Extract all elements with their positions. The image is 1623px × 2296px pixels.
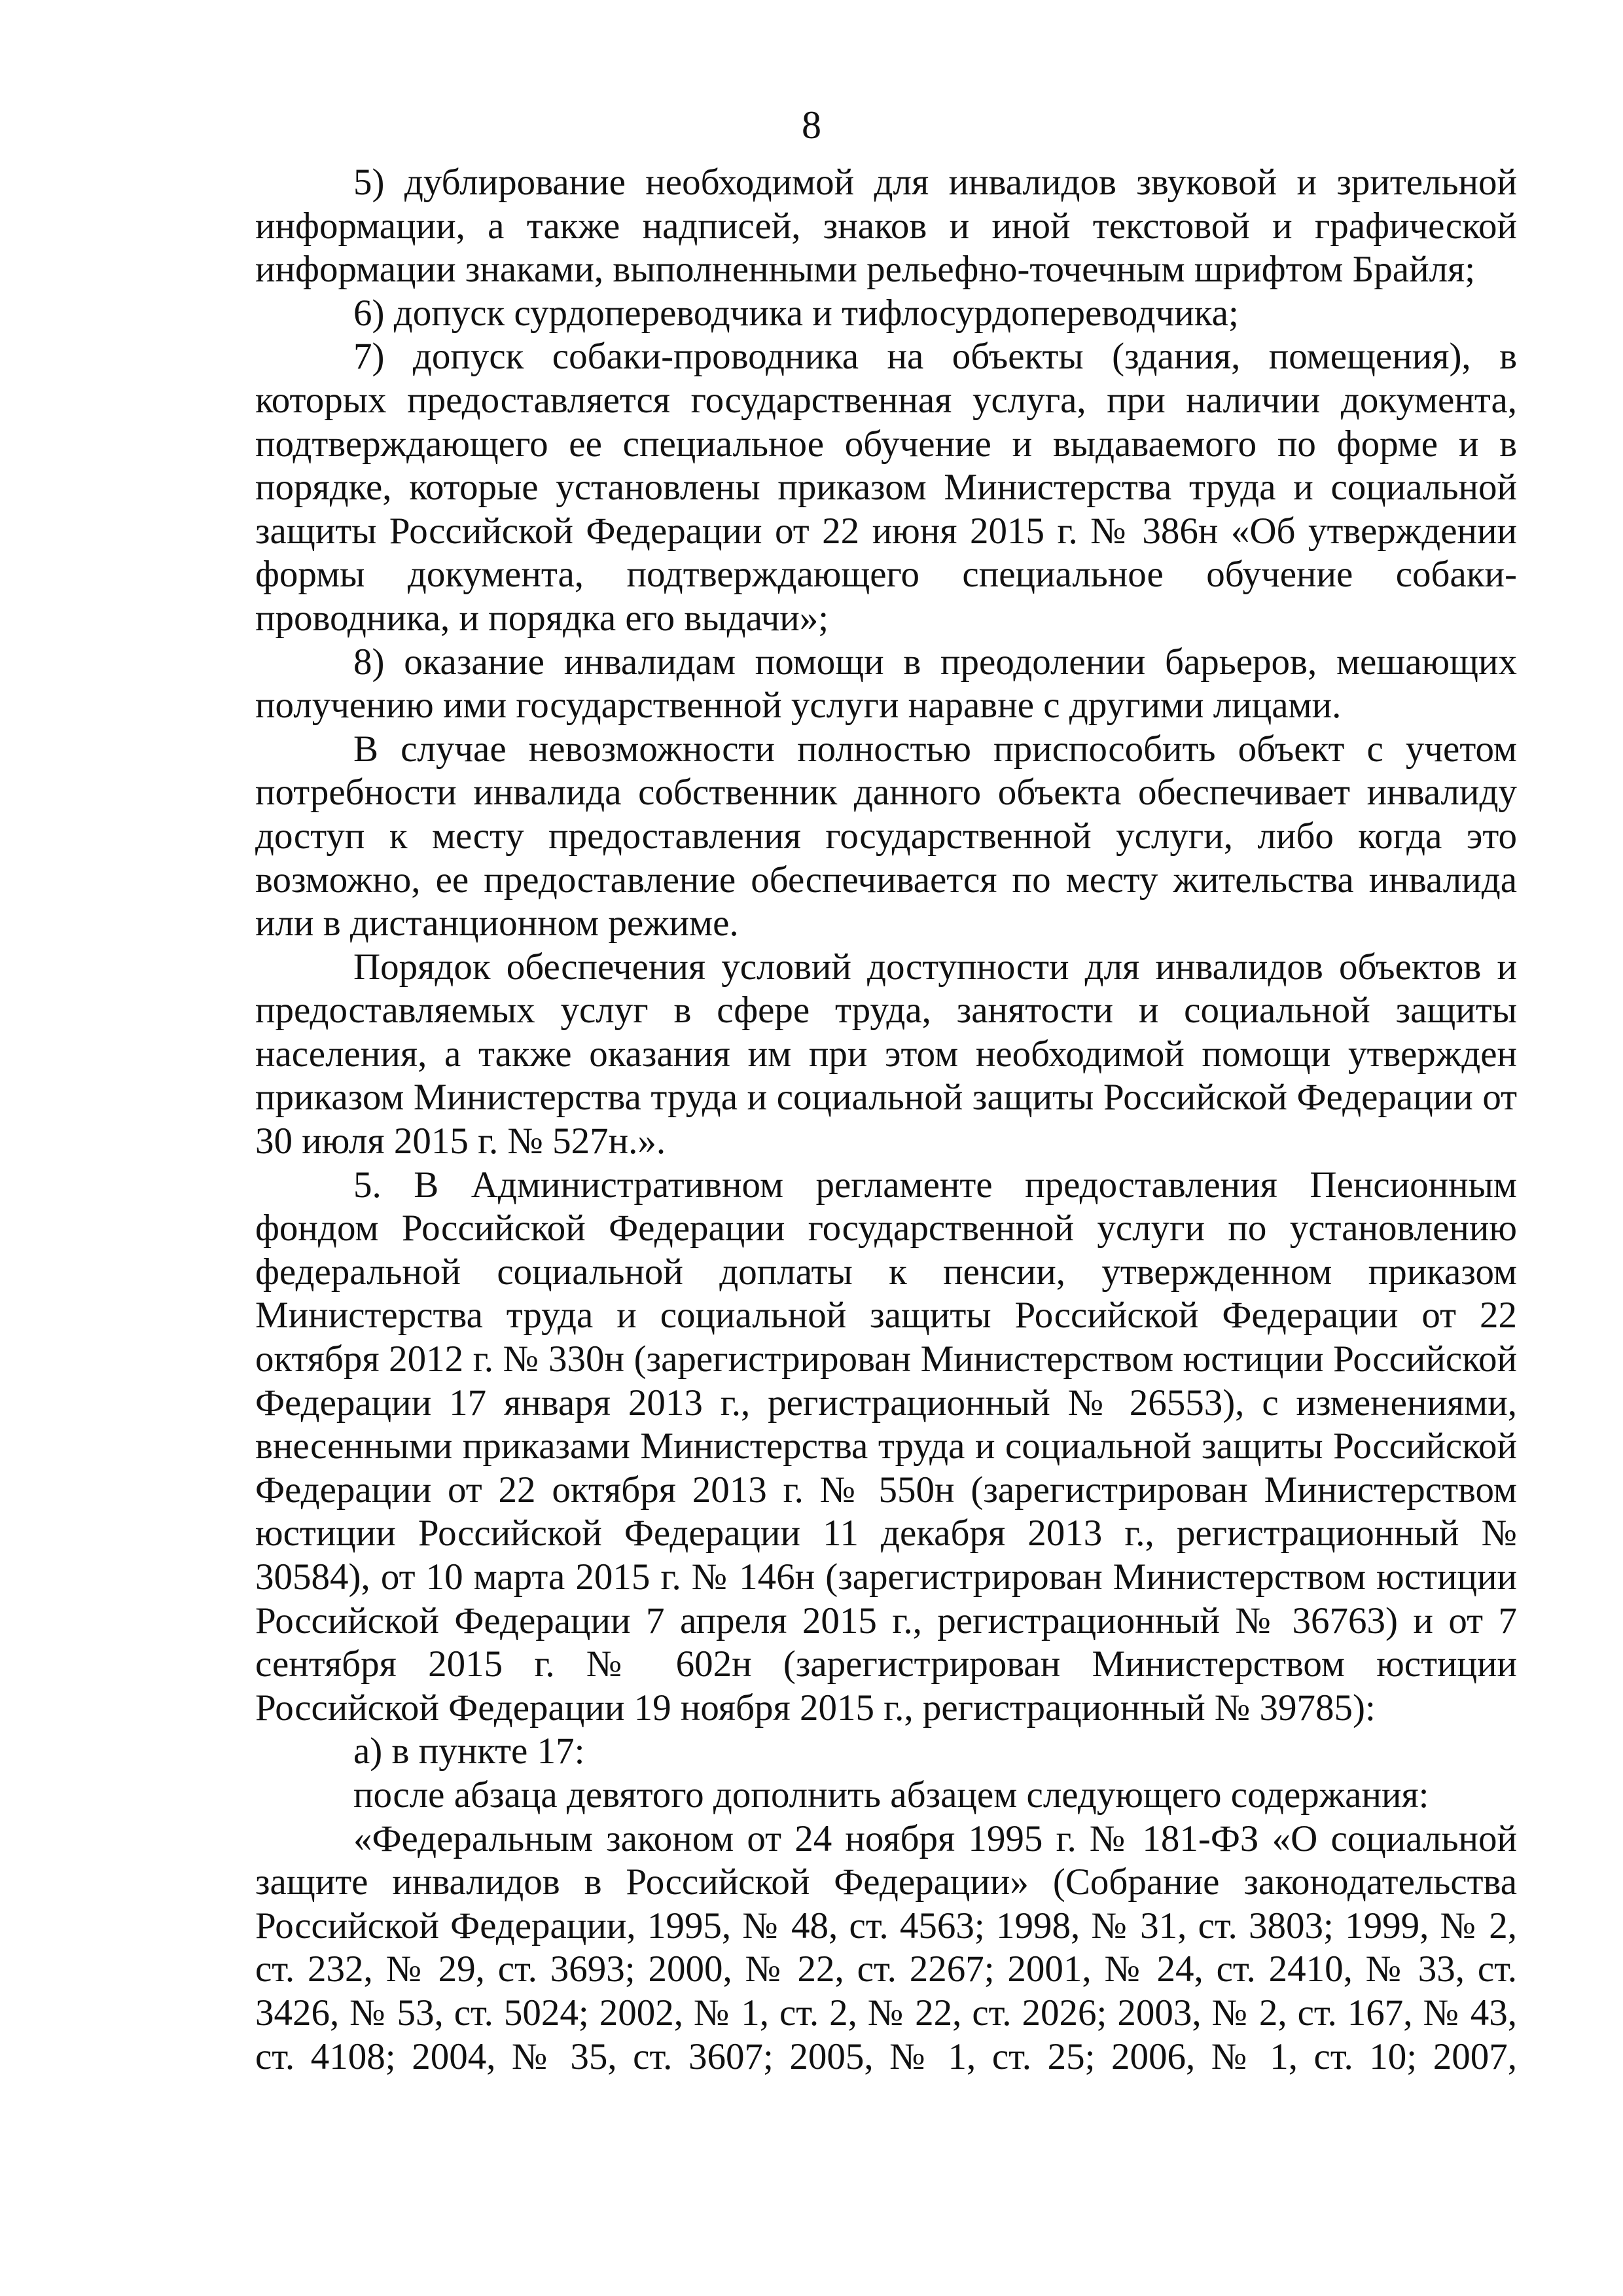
paragraph-item-7: 7) допуск собаки-проводника на объекты (здания, помещения), в которых предоставляется государственная услуга, при наличии документа, подтверждающего ее специальное обучение и выдаваемого по форме и в порядке, которые установлены приказом Министерства труда и социальной защиты Российской Федерации от 22 июня 2015 г. № 386н «Об утверждении формы документа, подтверждающего специальное обучение собаки-проводника, и порядка его выдачи»; <box>255 336 1517 639</box>
paragraph-amendment-instruction: после абзаца девятого дополнить абзацем следующего содержания: <box>353 1774 1429 1816</box>
page-number: 8 <box>802 103 821 147</box>
paragraph-section-5: 5. В Административном регламенте предоставления Пенсионным фондом Российской Федерации государственной услуги по установлению федеральной социальной доплаты к пенсии, утвержденном приказом Министерства труда и социальной защиты Российской Федерации от 22 октября 2012 г. № 330н (зарегистрирован Министерством юстиции Российской Федерации 17 января 2013 г., регистрационный № 26553), с изменениями, внесенными приказами Министерства труда и социальной защиты Российской Федерации от 22 октября 2013 г. № 550н (зарегистрирован Министерством юстиции Российской Федерации 11 декабря 2013 г., регистрационный № 30584), от 10 марта 2015 г. № 146н (зарегистрирован Министерством юстиции Российской Федерации 7 апреля 2015 г., регистрационный № 36763) и от 7 сентября 2015 г. № 602н (зарегистрирован Министерством юстиции Российской Федерации 19 ноября 2015 г., регистрационный № 39785): <box>255 1164 1517 1729</box>
paragraph-item-6: 6) допуск сурдопереводчика и тифлосурдопереводчика; <box>353 292 1239 334</box>
paragraph-item-8: 8) оказание инвалидам помощи в преодолении барьеров, мешающих получению ими государственной услуги наравне с другими лицами. <box>255 641 1517 726</box>
paragraph-accessibility-procedure: Порядок обеспечения условий доступности для инвалидов объектов и предоставляемых услуг в сфере труда, занятости и социальной защиты населения, а также оказания им при этом необходимой помощи утвержден приказом Министерства труда и социальной защиты Российской Федерации от 30 июля 2015 г. № 527н.». <box>255 946 1517 1162</box>
paragraph-item-5: 5) дублирование необходимой для инвалидов звуковой и зрительной информации, а также надписей, знаков и иной текстовой и графической информации знаками, выполненными рельефно-точечным шрифтом Брайля; <box>255 162 1517 291</box>
document-body <box>255 161 1517 2079</box>
paragraph-accessibility-alternative: В случае невозможности полностью приспособить объект с учетом потребности инвалида собственник данного объекта обеспечивает инвалиду доступ к месту предоставления государственной услуги, либо когда это возможно, ее предоставление обеспечивается по месту жительства инвалида или в дистанционном режиме. <box>255 728 1517 944</box>
paragraph-federal-law-citation: «Федеральным законом от 24 ноября 1995 г. № 181-ФЗ «О социальной защите инвалидов в Российской Федерации» (Собрание законодательства Российской Федерации, 1995, № 48, ст. 4563; 1998, № 31, ст. 3803; 1999, № 2, ст. 232, № 29, ст. 3693; 2000, № 22, ст. 2267; 2001, № 24, ст. 2410, № 33, ст. 3426, № 53, ст. 5024; 2002, № 1, ст. 2, № 22, ст. 2026; 2003, № 2, ст. 167, № 43, ст. 4108; 2004, № 35, ст. 3607; 2005, № 1, ст. 25; 2006, № 1, ст. 10; 2007, <box>255 1818 1517 2077</box>
paragraph-subitem-a: а) в пункте 17: <box>353 1731 585 1772</box>
